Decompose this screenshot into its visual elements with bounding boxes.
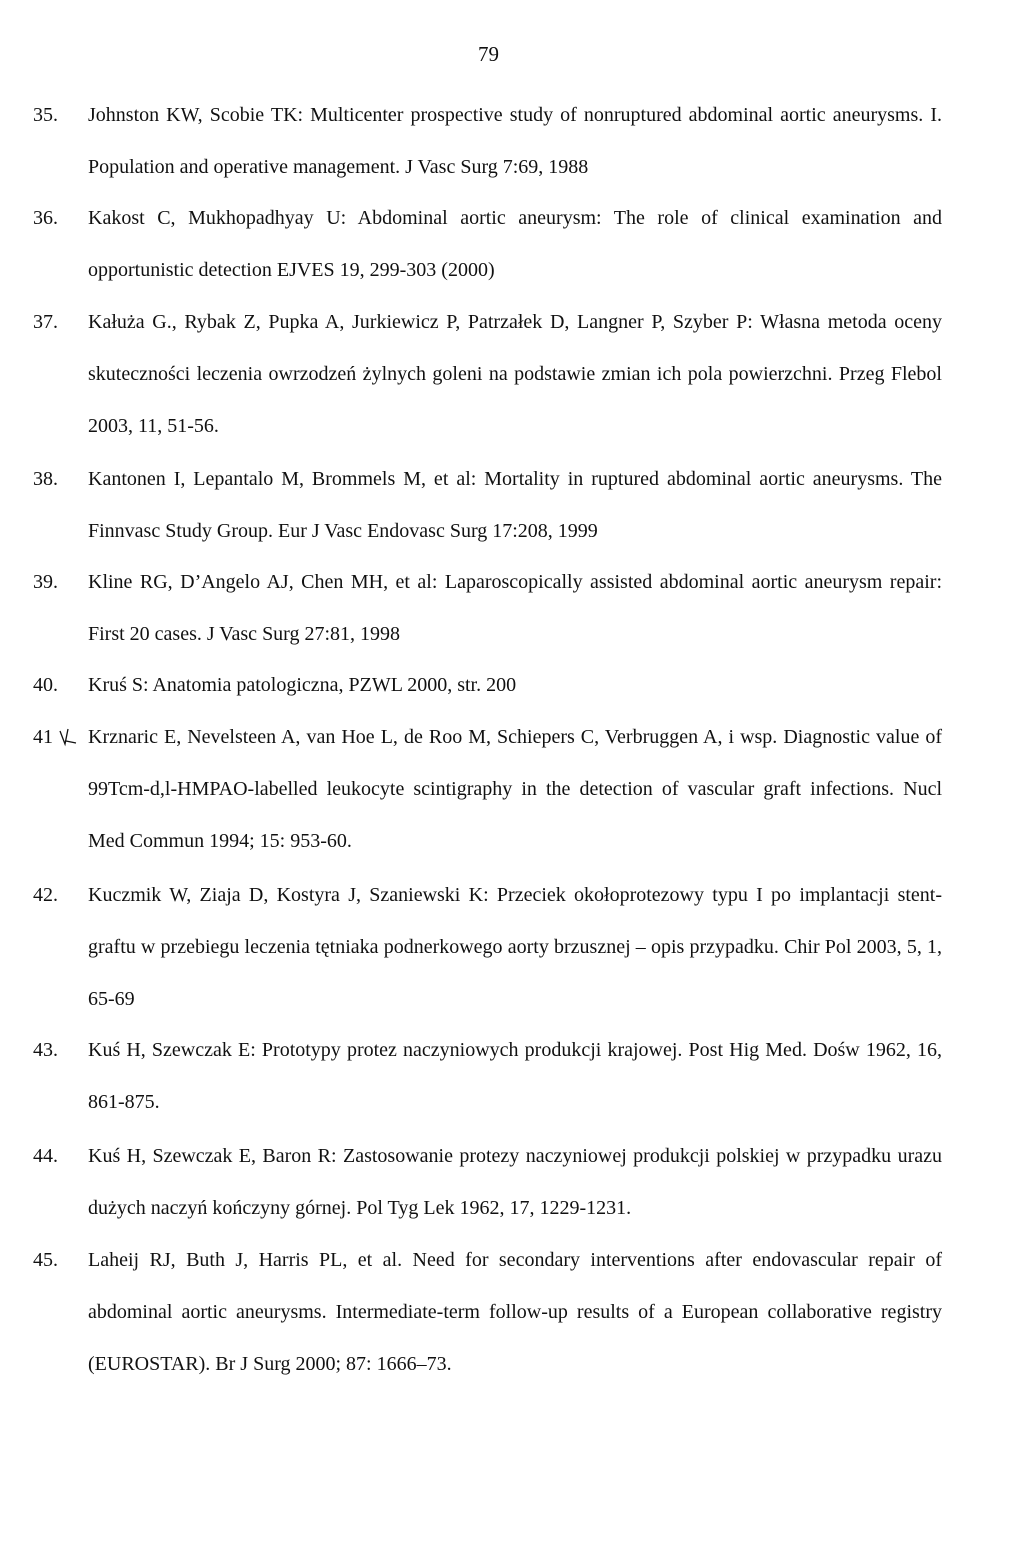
reference-text: Kuczmik W, Ziaja D, Kostyra J, Szaniewski K: Przeciek okołoprotezowy typu I po implantacji stent-graftu w przebiegu leczenia tętniaka podnerkowego aorty brzusznej – opis przypadku. Chir Pol 2003, 5, 1, 65-69 <box>88 884 942 1010</box>
reference-text: Kruś S: Anatomia patologiczna, PZWL 2000, str. 200 <box>88 674 517 696</box>
handwritten-tick-mark <box>56 711 84 763</box>
reference-text: Kline RG, D’Angelo AJ, Chen MH, et al: Laparoscopically assisted abdominal aortic aneurysm repair: First 20 cases. J Vasc Surg 27:81, 1998 <box>88 571 942 645</box>
reference-number: 36. <box>33 207 58 229</box>
reference-text: Krznaric E, Nevelsteen A, van Hoe L, de Roo M, Schiepers C, Verbruggen A, i wsp. Diagnostic value of 99Tcm-d,l-HMPAO-labelled leukocyte scintigraphy in the detection of vascular graft infections. Nucl Med Commun 1994; 15: 953-60. <box>88 726 942 852</box>
reference-item-44 <box>0 1130 1024 1234</box>
reference-number: 43. <box>33 1039 58 1061</box>
reference-text: Johnston KW, Scobie TK: Multicenter prospective study of nonruptured abdominal aortic aneurysms. I. Population and operative management. J Vasc Surg 7:69, 1988 <box>88 104 942 178</box>
reference-number: 41 <box>33 726 53 748</box>
reference-text: Kantonen I, Lepantalo M, Brommels M, et al: Mortality in ruptured abdominal aortic aneurysms. The Finnvasc Study Group. Eur J Vasc Endovasc Surg 17:208, 1999 <box>88 468 942 542</box>
reference-number: 39. <box>33 571 58 593</box>
reference-item-45 <box>0 1234 1024 1390</box>
reference-number: 40. <box>33 674 58 696</box>
reference-item-41 <box>0 711 1024 869</box>
reference-item-43 <box>0 1024 1024 1130</box>
reference-item-39 <box>0 556 1024 659</box>
reference-item-35 <box>0 89 1024 192</box>
reference-text: Kakost C, Mukhopadhyay U: Abdominal aortic aneurysm: The role of clinical examination and opportunistic detection EJVES 19, 299-303 (2000) <box>88 207 942 281</box>
page-number: 79 <box>478 42 499 66</box>
reference-number: 45. <box>33 1249 58 1271</box>
reference-text: Kuś H, Szewczak E, Baron R: Zastosowanie protezy naczyniowej produkcji polskiej w przypadku urazu dużych naczyń kończyny górnej. Pol Tyg Lek 1962, 17, 1229-1231. <box>88 1145 942 1219</box>
reference-list <box>0 89 1024 1390</box>
reference-text: Laheij RJ, Buth J, Harris PL, et al. Need for secondary interventions after endovascular repair of abdominal aortic aneurysms. Intermediate-term follow-up results of a European collaborative registry (EUROSTAR). Br J Surg 2000; 87: 1666–73. <box>88 1249 942 1375</box>
reference-item-38 <box>0 453 1024 556</box>
reference-item-40 <box>0 659 1024 711</box>
reference-text: Kuś H, Szewczak E: Prototypy protez naczyniowych produkcji krajowej. Post Hig Med. Dośw 1962, 16, 861-875. <box>88 1039 942 1113</box>
reference-number: 35. <box>33 104 58 126</box>
reference-item-36 <box>0 192 1024 296</box>
reference-number: 38. <box>33 468 58 490</box>
reference-number: 44. <box>33 1145 58 1167</box>
reference-text: Kałuża G., Rybak Z, Pupka A, Jurkiewicz P, Patrzałek D, Langner P, Szyber P: Własna metoda oceny skuteczności leczenia owrzodzeń żylnych goleni na podstawie zmian ich pola powierzchni. Przeg Flebol 2003, 11, 51-56. <box>88 311 942 437</box>
reference-number: 37. <box>33 311 58 333</box>
reference-item-37 <box>0 296 1024 453</box>
reference-number: 42. <box>33 884 58 906</box>
reference-item-42 <box>0 869 1024 1024</box>
